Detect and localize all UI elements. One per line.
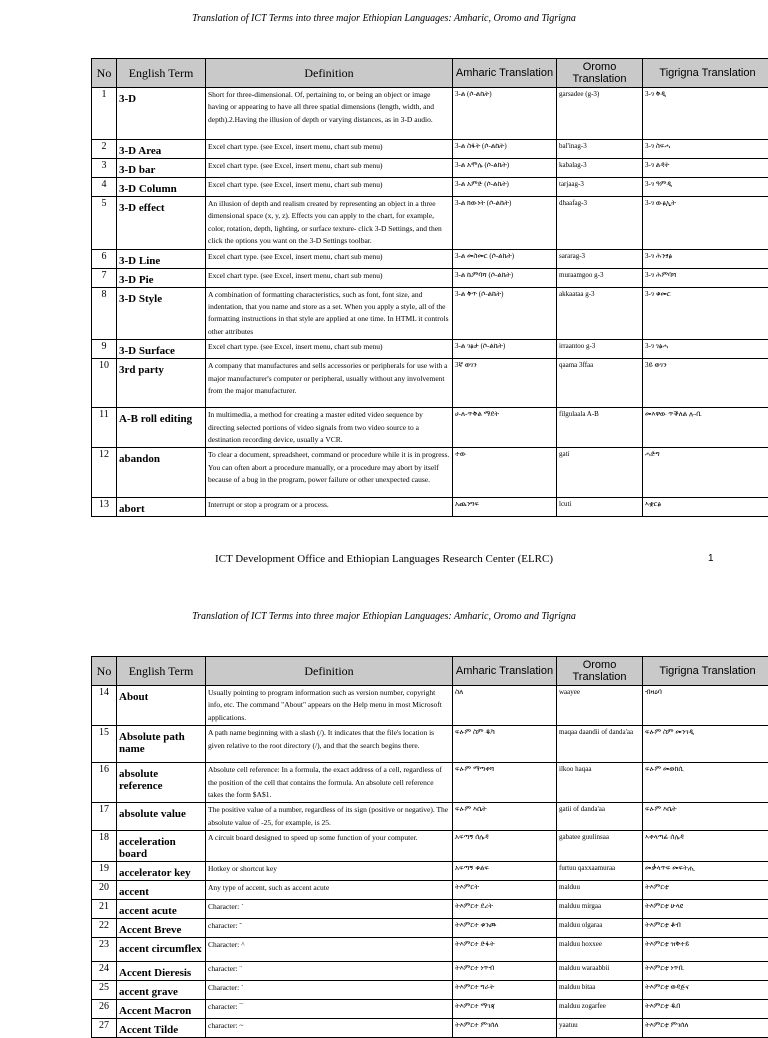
table-row bbox=[92, 88, 768, 140]
oromo-translation: malduu bitaa bbox=[557, 981, 643, 1000]
english-term: Accent Macron bbox=[117, 1000, 206, 1019]
definition: character: ¨ bbox=[206, 962, 453, 981]
english-term: 3-D Area bbox=[117, 140, 206, 159]
tigrigna-translation: ሓድግ bbox=[643, 448, 768, 498]
english-term: Accent Dieresis bbox=[117, 962, 206, 981]
row-number: 1 bbox=[92, 88, 117, 140]
row-number: 9 bbox=[92, 340, 117, 359]
definition: In multimedia, a method for creating a master edited video sequence by directing selected portions of video signals from two video source to a destination recording device, usually a VCR. bbox=[206, 408, 453, 448]
tigrigna-translation: ትእምርቲ ሁላዩ bbox=[643, 900, 768, 919]
table-row bbox=[92, 686, 768, 726]
english-term: 3-D bbox=[117, 88, 206, 140]
table-row bbox=[92, 862, 768, 881]
page-number: 1 bbox=[708, 553, 714, 564]
col-header-tigrigna: Tigrigna Translation bbox=[643, 59, 768, 88]
amharic-translation: 3-ል (ሶ-ልኬት) bbox=[453, 88, 557, 140]
table-row bbox=[92, 140, 768, 159]
english-term: abandon bbox=[117, 448, 206, 498]
definition: Excel chart type. (see Excel, insert menu, chart sub menu) bbox=[206, 249, 453, 268]
col-header-no: No bbox=[92, 657, 117, 686]
row-number: 17 bbox=[92, 803, 117, 831]
definition: A combination of formatting characteristics, such as font, font size, and indentation, that you name and store as a set. When you apply a style, all of the formatting instructions in that style are applied at one time. In HTML it controls other attributes bbox=[206, 287, 453, 340]
amharic-translation: ስለ bbox=[453, 686, 557, 726]
definition: Hotkey or shortcut key bbox=[206, 862, 453, 881]
col-header-tigrigna: Tigrigna Translation bbox=[643, 657, 768, 686]
tigrigna-translation: ትእምርቲ ነጥቢ bbox=[643, 962, 768, 981]
tigrigna-translation: ትእምርቲ bbox=[643, 881, 768, 900]
col-header-term: English Term bbox=[117, 59, 206, 88]
row-number: 24 bbox=[92, 962, 117, 981]
tigrigna-translation: 3-ገ ስፍሓ bbox=[643, 140, 768, 159]
amharic-translation: ፍፁም ማጣቀሻ bbox=[453, 763, 557, 803]
table-row bbox=[92, 962, 768, 981]
row-number: 8 bbox=[92, 287, 117, 340]
tigrigna-translation: መቃላጥፍ መፍትሒ bbox=[643, 862, 768, 881]
tigrigna-translation: 3-ገ ዓምዲ bbox=[643, 178, 768, 197]
definition: A path name beginning with a slash (/). It indicates that the file's location is given relative to the root directory (/), and that the search begins there. bbox=[206, 726, 453, 763]
table-row bbox=[92, 900, 768, 919]
english-term: 3-D effect bbox=[117, 197, 206, 250]
row-number: 18 bbox=[92, 831, 117, 862]
tigrigna-translation: 3-ገ ቅዲ bbox=[643, 88, 768, 140]
english-term: 3-D bar bbox=[117, 159, 206, 178]
tigrigna-translation: ትእምርቲ ዱበ bbox=[643, 1000, 768, 1019]
english-term: 3-D Surface bbox=[117, 340, 206, 359]
oromo-translation: qaama 3ffaa bbox=[557, 359, 643, 408]
amharic-translation: ትእምርተ ማገጃ bbox=[453, 1000, 557, 1019]
amharic-translation: ፍፁም እሴት bbox=[453, 803, 557, 831]
amharic-translation: 3ኛ ወገን bbox=[453, 359, 557, 408]
oromo-translation: ilkoo haqaa bbox=[557, 763, 643, 803]
english-term: A-B roll editing bbox=[117, 408, 206, 448]
table-body-2 bbox=[92, 686, 768, 1038]
amharic-translation: አጨንግፍ bbox=[453, 498, 557, 517]
tigrigna-translation: 3-ገ ገፅሓ bbox=[643, 340, 768, 359]
row-number: 23 bbox=[92, 938, 117, 962]
row-number: 10 bbox=[92, 359, 117, 408]
page-header: Translation of ICT Terms into three major Ethiopian Languages: Amharic, Oromo and Tigrigna bbox=[0, 13, 768, 24]
english-term: 3-D Pie bbox=[117, 268, 206, 287]
col-header-oromo: Oromo Translation bbox=[557, 657, 643, 686]
amharic-translation: ትእምርተ ምገሰለ bbox=[453, 1019, 557, 1038]
table-row bbox=[92, 268, 768, 287]
amharic-translation: 3-ል ስፋት (ሶ-ልኬት) bbox=[453, 140, 557, 159]
oromo-translation: kabalag-3 bbox=[557, 159, 643, 178]
definition: Absolute cell reference: In a formula, the exact address of a cell, regardless of the position of the cell that contains the formula. An absolute cell reference takes the form $A$1. bbox=[206, 763, 453, 803]
tigrigna-translation: 3ይ ወገን bbox=[643, 359, 768, 408]
amharic-translation: አፍጣኝ ቁልፍ bbox=[453, 862, 557, 881]
row-number: 12 bbox=[92, 448, 117, 498]
table-header-row bbox=[92, 657, 768, 686]
oromo-translation: malduu hoxxee bbox=[557, 938, 643, 962]
table-row bbox=[92, 881, 768, 900]
definition: Excel chart type. (see Excel, insert menu, chart sub menu) bbox=[206, 268, 453, 287]
tigrigna-translation: መእዋው ጥቕለል ሉ-ቢ bbox=[643, 408, 768, 448]
oromo-translation: gati bbox=[557, 448, 643, 498]
definition: Excel chart type. (see Excel, insert menu, chart sub menu) bbox=[206, 140, 453, 159]
table-row bbox=[92, 498, 768, 517]
definition: A company that manufactures and sells accessories or peripherals for use with a major manufacturer's computer or peripheral, usually without any involvement from the major manufacturer. bbox=[206, 359, 453, 408]
amharic-translation: 3-ል ቅጥ (ሶ-ልኬት) bbox=[453, 287, 557, 340]
oromo-translation: malduu bbox=[557, 881, 643, 900]
row-number: 15 bbox=[92, 726, 117, 763]
definition: Any type of accent, such as accent acute bbox=[206, 881, 453, 900]
definition: character: ˘ bbox=[206, 919, 453, 938]
amharic-translation: 3-ል መስመር (ሶ-ልኬት) bbox=[453, 249, 557, 268]
table-row bbox=[92, 981, 768, 1000]
table-row bbox=[92, 831, 768, 862]
definition: Excel chart type. (see Excel, insert menu, chart sub menu) bbox=[206, 159, 453, 178]
oromo-translation: gatii of danda'aa bbox=[557, 803, 643, 831]
page-header: Translation of ICT Terms into three major Ethiopian Languages: Amharic, Oromo and Tigrigna bbox=[0, 611, 768, 622]
oromo-translation: tarjaag-3 bbox=[557, 178, 643, 197]
amharic-translation: 3-ል አምድ (ሶ-ልኬት) bbox=[453, 178, 557, 197]
tigrigna-translation: 3-ገ ሕምባሻ bbox=[643, 268, 768, 287]
col-header-definition: Definition bbox=[206, 657, 453, 686]
tigrigna-translation: ፍፁም እሴት bbox=[643, 803, 768, 831]
amharic-translation: ሀ-ለ-ጥቅል ማደት bbox=[453, 408, 557, 448]
oromo-translation: bal'inag-3 bbox=[557, 140, 643, 159]
definition: Character: ^ bbox=[206, 938, 453, 962]
oromo-translation: malduu zogarfee bbox=[557, 1000, 643, 1019]
tigrigna-translation: ኣቀላጣፊ ሰሌዳ bbox=[643, 831, 768, 862]
row-number: 13 bbox=[92, 498, 117, 517]
oromo-translation: filgulaala A-B bbox=[557, 408, 643, 448]
english-term: Accent Breve bbox=[117, 919, 206, 938]
definition: Character: ` bbox=[206, 981, 453, 1000]
english-term: Absolute path name bbox=[117, 726, 206, 763]
col-header-term: English Term bbox=[117, 657, 206, 686]
col-header-oromo: Oromo Translation bbox=[557, 59, 643, 88]
row-number: 26 bbox=[92, 1000, 117, 1019]
english-term: abort bbox=[117, 498, 206, 517]
terms-table bbox=[91, 58, 768, 517]
oromo-translation: furtuu qaxxaamuraa bbox=[557, 862, 643, 881]
definition: A circuit board designed to speed up some function of your computer. bbox=[206, 831, 453, 862]
table-row bbox=[92, 803, 768, 831]
definition: character: ~ bbox=[206, 1019, 453, 1038]
table-row bbox=[92, 763, 768, 803]
col-header-amharic: Amharic Translation bbox=[453, 59, 557, 88]
row-number: 14 bbox=[92, 686, 117, 726]
amharic-translation: ትእምርት bbox=[453, 881, 557, 900]
english-term: 3-D Line bbox=[117, 249, 206, 268]
english-term: accent bbox=[117, 881, 206, 900]
definition: To clear a document, spreadsheet, command or procedure while it is in progress. You can often abort a procedure manually, or a procedure may abort by itself because of a bug in the program, power failure or other unexpected cause. bbox=[206, 448, 453, 498]
table-row bbox=[92, 178, 768, 197]
english-term: Accent Tilde bbox=[117, 1019, 206, 1038]
amharic-translation: ትእምርተ ነጥብ bbox=[453, 962, 557, 981]
amharic-translation: አፍጣኝ ሰሌዳ bbox=[453, 831, 557, 862]
amharic-translation: ትእምርተ ደረት bbox=[453, 900, 557, 919]
tigrigna-translation: 3-ገ ልዳት bbox=[643, 159, 768, 178]
footer-text: ICT Development Office and Ethiopian Languages Research Center (ELRC) bbox=[0, 553, 768, 565]
english-term: 3-D Style bbox=[117, 287, 206, 340]
table-row bbox=[92, 726, 768, 763]
row-number: 3 bbox=[92, 159, 117, 178]
english-term: acceleration board bbox=[117, 831, 206, 862]
amharic-translation: 3-ል ክውነት (ሶ-ልኬት) bbox=[453, 197, 557, 250]
definition: Character: ´ bbox=[206, 900, 453, 919]
english-term: absolute reference bbox=[117, 763, 206, 803]
table-row bbox=[92, 159, 768, 178]
tigrigna-translation: ትእምርቲ ቆብ bbox=[643, 919, 768, 938]
table-row bbox=[92, 340, 768, 359]
tigrigna-translation: ትእምርቲ ምገሰለ bbox=[643, 1019, 768, 1038]
oromo-translation: irraantoo g-3 bbox=[557, 340, 643, 359]
oromo-translation: yaatuu bbox=[557, 1019, 643, 1038]
row-number: 7 bbox=[92, 268, 117, 287]
definition: Short for three-dimensional. Of, pertaining to, or being an object or image having or appearing to have all three spatial dimensions (length, width, and depth).2.Having the illusion of depth or varying distances, as in 3-D audio. bbox=[206, 88, 453, 140]
table-row bbox=[92, 1019, 768, 1038]
tigrigna-translation: ትእምርቲ ወዳጅና bbox=[643, 981, 768, 1000]
table-row bbox=[92, 287, 768, 340]
tigrigna-translation: 3-ገ ቁመር bbox=[643, 287, 768, 340]
table-row bbox=[92, 1000, 768, 1019]
terms-table bbox=[91, 656, 768, 1038]
amharic-translation: ትእምርተ ቁንጮ bbox=[453, 919, 557, 938]
col-header-no: No bbox=[92, 59, 117, 88]
tigrigna-translation: ኣቋርፅ bbox=[643, 498, 768, 517]
row-number: 16 bbox=[92, 763, 117, 803]
row-number: 19 bbox=[92, 862, 117, 881]
oromo-translation: garsadee (g-3) bbox=[557, 88, 643, 140]
english-term: About bbox=[117, 686, 206, 726]
table-body-1 bbox=[92, 88, 768, 517]
oromo-translation: malduu mirgaa bbox=[557, 900, 643, 919]
oromo-translation: lcuti bbox=[557, 498, 643, 517]
definition: The positive value of a number, regardless of its sign (positive or negative). The absolute value of -25, for example, is 25. bbox=[206, 803, 453, 831]
row-number: 11 bbox=[92, 408, 117, 448]
amharic-translation: ተው bbox=[453, 448, 557, 498]
definition: character: ¯ bbox=[206, 1000, 453, 1019]
english-term: accent grave bbox=[117, 981, 206, 1000]
table-row bbox=[92, 919, 768, 938]
table-row bbox=[92, 197, 768, 250]
oromo-translation: waayee bbox=[557, 686, 643, 726]
col-header-amharic: Amharic Translation bbox=[453, 657, 557, 686]
row-number: 21 bbox=[92, 900, 117, 919]
tigrigna-translation: 3-ገ ውፅኢት bbox=[643, 197, 768, 250]
tigrigna-translation: ትእምርቲ ዝቅተይ bbox=[643, 938, 768, 962]
oromo-translation: akkaataa g-3 bbox=[557, 287, 643, 340]
english-term: 3rd party bbox=[117, 359, 206, 408]
row-number: 5 bbox=[92, 197, 117, 250]
row-number: 20 bbox=[92, 881, 117, 900]
definition: Usually pointing to program information such as version number, copyright info, etc. The command "About" appears on the Help menu in most Microsoft applications. bbox=[206, 686, 453, 726]
tigrigna-translation: ፍፁም መወከሲ bbox=[643, 763, 768, 803]
row-number: 22 bbox=[92, 919, 117, 938]
oromo-translation: muraamgoo g-3 bbox=[557, 268, 643, 287]
table-row bbox=[92, 448, 768, 498]
table-row bbox=[92, 359, 768, 408]
col-header-definition: Definition bbox=[206, 59, 453, 88]
definition: An illusion of depth and realism created by representing an object in a three dimensional space (x, y, z). Effects you can apply to the chart, for example, color, rotation, depth, lighting, or surface texture- click 3-D Settings, and then click the options you want on the 3-D Settings toolbar. bbox=[206, 197, 453, 250]
row-number: 6 bbox=[92, 249, 117, 268]
tigrigna-translation: ብዛዕባ bbox=[643, 686, 768, 726]
definition: Excel chart type. (see Excel, insert menu, chart sub menu) bbox=[206, 178, 453, 197]
row-number: 27 bbox=[92, 1019, 117, 1038]
english-term: accent acute bbox=[117, 900, 206, 919]
oromo-translation: malduu waraabbii bbox=[557, 962, 643, 981]
definition: Excel chart type. (see Excel, insert menu, chart sub menu) bbox=[206, 340, 453, 359]
amharic-translation: ትእምርተ ግራት bbox=[453, 981, 557, 1000]
english-term: accent circumflex bbox=[117, 938, 206, 962]
table-row bbox=[92, 249, 768, 268]
table-row bbox=[92, 408, 768, 448]
tigrigna-translation: ፍፁም ስም መንገዲ bbox=[643, 726, 768, 763]
amharic-translation: 3-ል ገፅታ (ሶ-ልኬት) bbox=[453, 340, 557, 359]
amharic-translation: ትእምርተ ድፋት bbox=[453, 938, 557, 962]
oromo-translation: dhaafag-3 bbox=[557, 197, 643, 250]
english-term: absolute value bbox=[117, 803, 206, 831]
row-number: 2 bbox=[92, 140, 117, 159]
amharic-translation: ፍፁም ስም ዱካ bbox=[453, 726, 557, 763]
row-number: 4 bbox=[92, 178, 117, 197]
table-row bbox=[92, 938, 768, 962]
english-term: accelerator key bbox=[117, 862, 206, 881]
oromo-translation: maqaa daandii of danda'aa bbox=[557, 726, 643, 763]
amharic-translation: 3-ል ኬምባሻ (ሶ-ልኬት) bbox=[453, 268, 557, 287]
oromo-translation: gabatee guulinsaa bbox=[557, 831, 643, 862]
oromo-translation: sararag-3 bbox=[557, 249, 643, 268]
row-number: 25 bbox=[92, 981, 117, 1000]
amharic-translation: 3-ል አሞሌ (ሶ-ልኬት) bbox=[453, 159, 557, 178]
english-term: 3-D Column bbox=[117, 178, 206, 197]
oromo-translation: malduu olgaraa bbox=[557, 919, 643, 938]
table-header-row bbox=[92, 59, 768, 88]
definition: Interrupt or stop a program or a process. bbox=[206, 498, 453, 517]
tigrigna-translation: 3-ገ ሕንፃፅ bbox=[643, 249, 768, 268]
